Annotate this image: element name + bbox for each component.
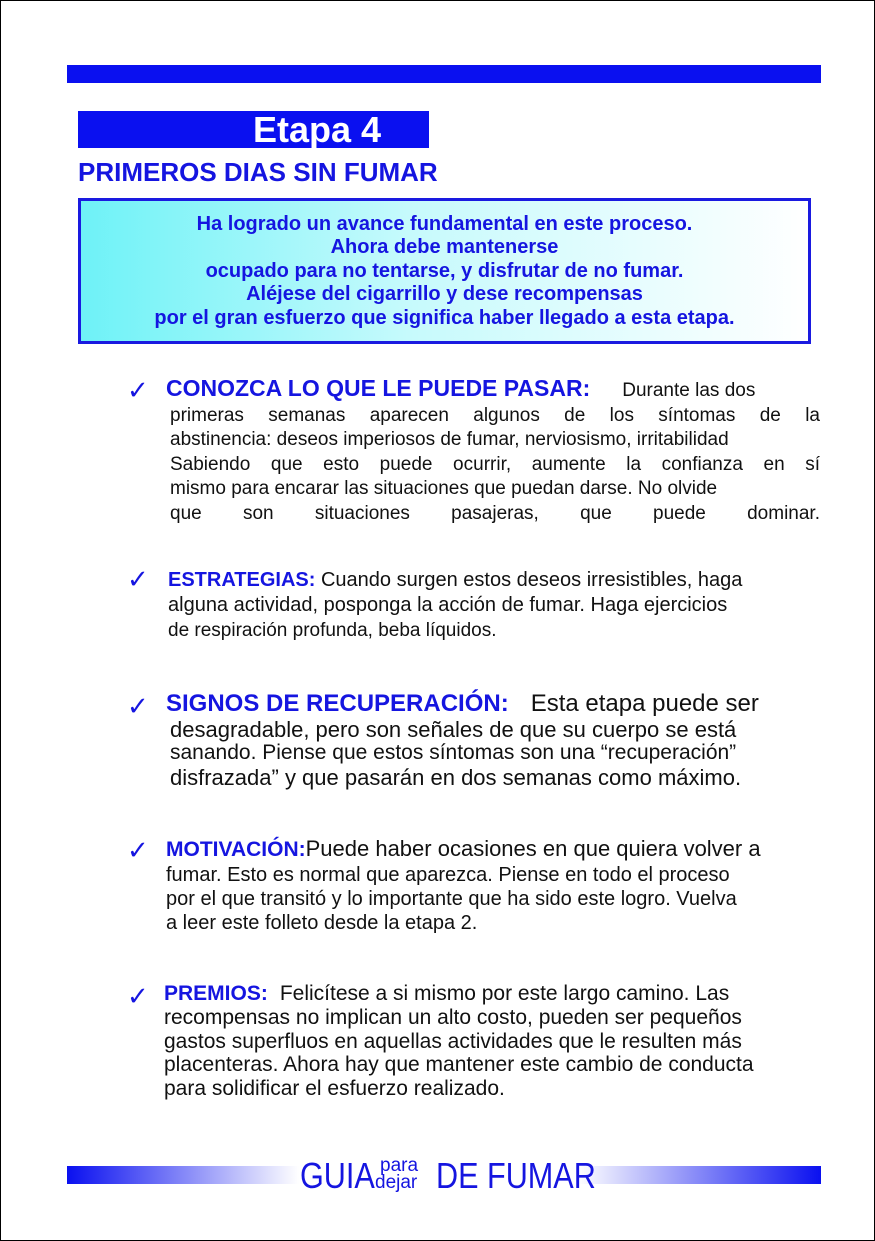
section-text: primeras semanas aparecen algunos de los síntomas de la — [170, 404, 820, 426]
section-text: placenteras. Ahora hay que mantener este cambio de conducta — [164, 1053, 754, 1077]
check-icon: ✓ — [127, 564, 149, 594]
footer-bar-left — [67, 1166, 299, 1184]
section-conozca — [168, 376, 820, 527]
footer-bar-right — [578, 1166, 821, 1184]
intro-line: Ahora debe mantenerse — [330, 236, 559, 259]
section-text: Cuando surgen estos deseos irresistibles, haga — [320, 569, 743, 591]
section-heading: PREMIOS: — [164, 982, 268, 1005]
section-first-line — [166, 376, 820, 404]
page-subtitle: PRIMEROS DIAS SIN FUMAR — [78, 157, 438, 187]
section-heading: MOTIVACIÓN: — [166, 838, 306, 861]
section-text: desagradable, pero son señales de que su cuerpo se está — [170, 717, 737, 742]
section-text: que son situaciones pasajeras, que puede dominar. — [170, 502, 820, 524]
logo-para: para — [380, 1155, 419, 1176]
section-heading: CONOZCA LO QUE LE PUEDE PASAR: — [166, 375, 591, 401]
check-icon: ✓ — [127, 691, 149, 721]
section-text: disfrazada” y que pasarán en dos semanas como máximo. — [170, 765, 742, 790]
section-first-line — [168, 568, 820, 593]
intro-text — [81, 213, 808, 330]
section-text: Puede haber ocasiones en que quiera volver a — [305, 836, 761, 861]
logo-de-fumar: DE FUMAR — [436, 1155, 596, 1196]
stage-title: Etapa 4 — [253, 109, 382, 150]
section-estrategias — [168, 568, 820, 643]
section-motivacion — [166, 836, 818, 935]
section-text: abstinencia: deseos imperiosos de fumar, nerviosismo, irritabilidad — [170, 429, 729, 451]
check-icon: ✓ — [127, 835, 149, 865]
section-text: a leer este folleto desde la etapa 2. — [166, 912, 478, 934]
section-heading: SIGNOS DE RECUPERACIÓN: — [166, 690, 509, 717]
section-text: Durante las dos — [622, 380, 756, 401]
section-text: para solidificar el esfuerzo realizado. — [164, 1077, 505, 1101]
section-text: Sabiendo que esto puede ocurrir, aumente la confianza en sí — [170, 453, 820, 475]
section-text: mismo para encarar las situaciones que puedan darse. No olvide — [170, 478, 718, 500]
intro-box — [78, 198, 811, 344]
section-text: sanando. Piense que estos síntomas son una “recuperación” — [170, 741, 737, 764]
section-premios — [164, 982, 816, 1101]
intro-line: por el gran esfuerzo que significa haber llegado a esta etapa. — [154, 306, 735, 329]
check-icon: ✓ — [127, 981, 149, 1011]
section-first-line — [164, 982, 816, 1006]
footer-logo — [300, 1155, 596, 1196]
logo-dejar: dejar — [375, 1172, 418, 1193]
section-signos — [168, 690, 820, 793]
check-icon: ✓ — [127, 375, 149, 405]
stage-banner — [78, 111, 429, 148]
section-text: por el que transitó y lo importante que ha sido este logro. Vuelva — [166, 888, 737, 910]
section-heading: ESTRATEGIAS: — [168, 569, 316, 591]
intro-line: Ha logrado un avance fundamental en este proceso. — [196, 213, 693, 235]
section-text: fumar. Esto es normal que aparezca. Piense en todo el proceso — [166, 864, 730, 886]
top-bar — [67, 65, 821, 83]
intro-line: Aléjese del cigarrillo y dese recompensas — [246, 283, 643, 306]
section-first-line — [166, 690, 820, 718]
section-text: Felicítese a si mismo por este largo camino. Las — [279, 982, 730, 1005]
logo-guia: GUIA — [300, 1155, 375, 1196]
section-text: de respiración profunda, beba líquidos. — [168, 620, 497, 641]
section-text: recompensas no implican un alto costo, pueden ser pequeños — [164, 1005, 742, 1029]
section-text: alguna actividad, posponga la acción de fumar. Haga ejercicios — [168, 594, 728, 616]
section-text: gastos superfluos en aquellas actividades que le resulten más — [164, 1029, 742, 1053]
section-first-line — [166, 836, 818, 863]
intro-line: ocupado para no tentarse, y disfrutar de no fumar. — [205, 259, 684, 282]
section-text: Esta etapa puede ser — [530, 690, 759, 717]
